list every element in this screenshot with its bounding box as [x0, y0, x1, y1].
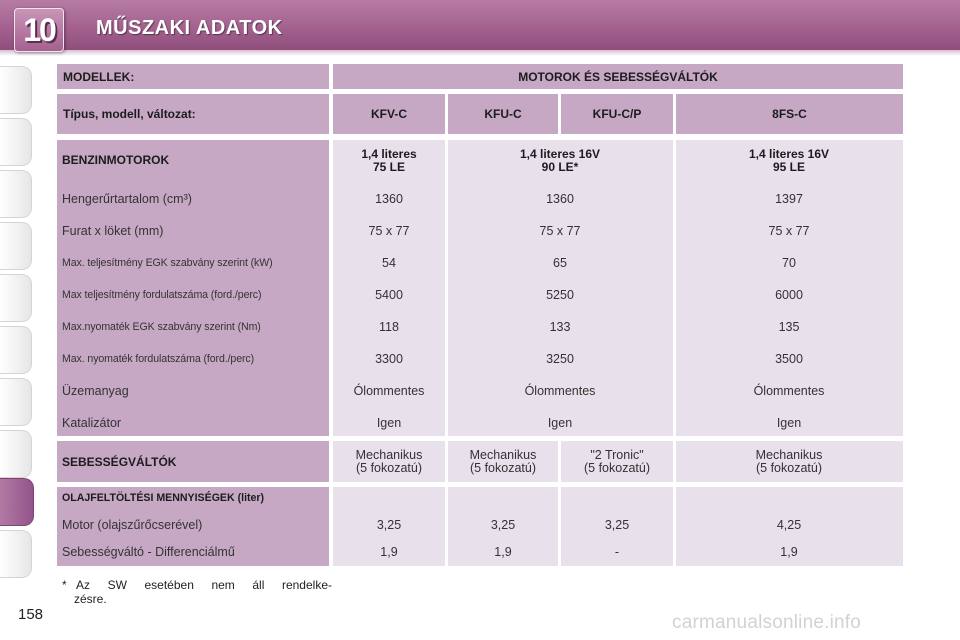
engine-1-title: 1,4 literes 75 LE: [361, 147, 417, 174]
engines-header: MOTOROK ÉS SEBESSÉGVÁLTÓK: [333, 64, 903, 89]
models-label: MODELLEK:: [57, 64, 329, 89]
type-kfv-c: KFV-C: [333, 94, 445, 134]
displacement-1: 1360: [375, 192, 403, 206]
chapter-tab-5[interactable]: [0, 274, 32, 322]
type-8fs-c: 8FS-C: [676, 94, 903, 134]
gearbox-oil-1: 1,9: [380, 545, 398, 559]
gearbox-oil-3: -: [614, 545, 620, 559]
engine-3-title: 1,4 literes 16V 95 LE: [748, 147, 830, 174]
gearbox-1: Mechanikus (5 fokozatú): [355, 448, 423, 475]
displacement-3: 1397: [775, 192, 803, 206]
bore-stroke-3: 75 x 77: [768, 224, 810, 238]
row-label-max-torque: Max.nyomaték EGK szabvány szerint (Nm): [62, 321, 261, 333]
bore-stroke-2: 75 x 77: [539, 224, 581, 238]
max-power-2: 65: [553, 256, 567, 270]
chapter-tab-4[interactable]: [0, 222, 32, 270]
fuel-2: Ólommentes: [524, 384, 596, 398]
row-label-max-power-rpm: Max teljesítmény fordulatszáma (ford./perc): [62, 289, 262, 301]
max-torque-rpm-3: 3500: [775, 352, 803, 366]
max-power-rpm-3: 6000: [775, 288, 803, 302]
engine-2-title: 1,4 literes 16V 90 LE*: [519, 147, 601, 174]
row-label-catalyst: Katalizátor: [62, 416, 122, 430]
chapter-tab-10-active[interactable]: [0, 478, 34, 526]
oil-section-label: OLAJFELTÖLTÉSI MENNYISÉGEK (liter): [62, 492, 265, 504]
gearbox-section-label: SEBESSÉGVÁLTÓK: [62, 455, 177, 469]
fuel-3: Ólommentes: [753, 384, 825, 398]
petrol-section-label: BENZINMOTOROK: [62, 153, 170, 167]
catalyst-3: Igen: [776, 416, 802, 430]
chapter-tab-1[interactable]: [0, 66, 32, 114]
catalyst-2: Igen: [547, 416, 573, 430]
row-label-max-power: Max. teljesítmény EGK szabvány szerint (kW): [62, 257, 273, 269]
gearbox-2: Mechanikus (5 fokozatú): [469, 448, 537, 475]
type-kfu-c-p: KFU-C/P: [561, 94, 673, 134]
bore-stroke-1: 75 x 77: [368, 224, 410, 238]
max-power-rpm-2: 5250: [546, 288, 574, 302]
gearbox-3: "2 Tronic" (5 fokozatú): [583, 448, 651, 475]
chapter-tab-3[interactable]: [0, 170, 32, 218]
max-power-rpm-1: 5400: [375, 288, 403, 302]
type-kfu-c: KFU-C: [448, 94, 558, 134]
row-label-gearbox-oil: Sebességváltó - Differenciálmű: [62, 545, 235, 559]
footnote-line-1: Az SW esetében nem áll rendelke-: [76, 578, 332, 592]
chapter-tab-6[interactable]: [0, 326, 32, 374]
fuel-1: Ólommentes: [353, 384, 425, 398]
catalyst-1: Igen: [376, 416, 402, 430]
chapter-tab-11[interactable]: [0, 530, 32, 578]
max-torque-rpm-1: 3300: [375, 352, 403, 366]
max-torque-1: 118: [379, 320, 399, 334]
type-label: Típus, modell, változat:: [57, 94, 329, 134]
row-label-max-torque-rpm: Max. nyomaték fordulatszáma (ford./perc): [62, 353, 255, 365]
engine-oil-4: 4,25: [776, 518, 802, 532]
row-label-engine-oil: Motor (olajszűrőcserével): [62, 518, 203, 532]
chapter-badge: 10: [14, 8, 64, 52]
gearbox-oil-4: 1,9: [780, 545, 798, 559]
engine-oil-1: 3,25: [376, 518, 402, 532]
displacement-2: 1360: [546, 192, 574, 206]
watermark: carmanualsonline.info: [672, 612, 862, 633]
max-torque-3: 135: [778, 320, 800, 334]
gearbox-4: Mechanikus (5 fokozatú): [755, 448, 823, 475]
footnote-mark: *: [62, 578, 67, 592]
row-label-fuel: Üzemanyag: [62, 384, 129, 398]
chapter-tab-7[interactable]: [0, 378, 32, 426]
chapter-tab-8[interactable]: [0, 430, 32, 478]
page-title: MŰSZAKI ADATOK: [96, 17, 283, 39]
max-power-1: 54: [382, 256, 396, 270]
row-label-displacement: Hengerűrtartalom (cm³): [62, 192, 192, 206]
engine-oil-2: 3,25: [490, 518, 516, 532]
header-underline: [0, 50, 960, 56]
max-torque-rpm-2: 3250: [546, 352, 574, 366]
footnote-line-2: zésre.: [74, 592, 107, 606]
footnote: [62, 578, 332, 606]
engine-oil-3: 3,25: [604, 518, 630, 532]
max-power-3: 70: [782, 256, 796, 270]
chapter-tab-2[interactable]: [0, 118, 32, 166]
max-torque-2: 133: [549, 320, 571, 334]
row-label-bore-stroke: Furat x löket (mm): [62, 224, 164, 238]
page-number: 158: [18, 606, 44, 623]
gearbox-oil-2: 1,9: [494, 545, 512, 559]
